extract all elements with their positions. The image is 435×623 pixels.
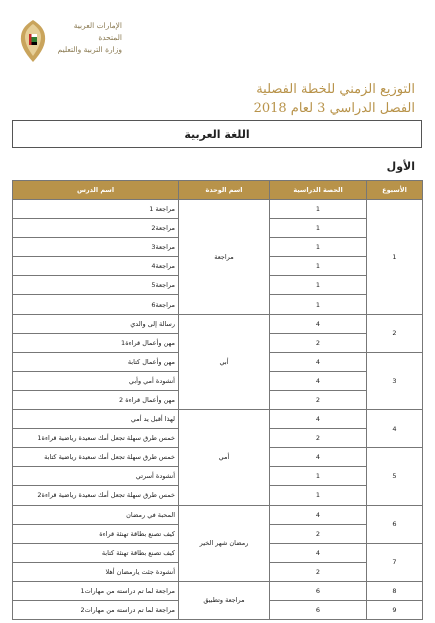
period-cell: 1	[270, 295, 367, 314]
table-row	[13, 200, 423, 219]
period-cell: 1	[270, 257, 367, 276]
period-cell: 4	[270, 371, 367, 390]
uae-emblem-logo	[18, 18, 48, 64]
table-row	[13, 581, 423, 600]
week-cell: 7	[367, 543, 423, 581]
lesson-cell: مراجعة2	[13, 219, 179, 238]
period-cell: 1	[270, 238, 367, 257]
lesson-cell: خمس طرق سهلة تجعل أمك سعيدة رياضية قراءة2	[13, 486, 179, 505]
table-header-row	[13, 181, 423, 200]
unit-cell: أبي	[179, 314, 270, 409]
lesson-cell: مهن وأعمال قراءة1	[13, 333, 179, 352]
lesson-cell: لهذا أقبل يد أمي	[13, 410, 179, 429]
column-header-week: الأسبوع	[367, 181, 423, 200]
period-cell: 1	[270, 219, 367, 238]
lesson-cell: مراجعة لما تم دراسته من مهارات2	[13, 600, 179, 619]
period-cell: 2	[270, 524, 367, 543]
section-label: الأول	[386, 160, 415, 173]
ministry-line-country: الإمارات العربية المتحدة	[73, 21, 122, 42]
period-cell: 2	[270, 390, 367, 409]
lesson-cell: مراجعة لما تم دراسته من مهارات1	[13, 581, 179, 600]
lesson-cell: كيف تصنع بطاقة تهنئة كتابة	[13, 543, 179, 562]
period-cell: 4	[270, 352, 367, 371]
week-cell: 2	[367, 314, 423, 352]
period-cell: 6	[270, 581, 367, 600]
lesson-cell: كيف تصنع بطاقة تهنئة قراءة	[13, 524, 179, 543]
table-row	[13, 314, 423, 333]
lesson-cell: مهن وأعمال كتابة	[13, 352, 179, 371]
lesson-cell: أنشودة أمي وأبي	[13, 371, 179, 390]
period-cell: 4	[270, 543, 367, 562]
plan-title: التوزيع الزمني للخطة الفصلية	[256, 82, 415, 97]
week-cell: 1	[367, 200, 423, 315]
period-cell: 4	[270, 448, 367, 467]
lesson-cell: المحبة في رمضان	[13, 505, 179, 524]
lesson-cell: خمس طرق سهلة تجعل أمك سعيدة رياضية كتابة	[13, 448, 179, 467]
plan-title-block	[254, 80, 415, 118]
period-cell: 1	[270, 467, 367, 486]
period-cell: 4	[270, 314, 367, 333]
lesson-cell: مراجعة3	[13, 238, 179, 257]
schedule-table	[12, 180, 423, 620]
unit-cell: مراجعة	[179, 200, 270, 315]
lesson-cell: أنشودة أسرتي	[13, 467, 179, 486]
lesson-cell: رسالة إلى والدي	[13, 314, 179, 333]
period-cell: 1	[270, 486, 367, 505]
period-cell: 2	[270, 429, 367, 448]
week-cell: 5	[367, 448, 423, 505]
plan-term: الفصل الدراسي 3 لعام 2018	[253, 101, 415, 116]
period-cell: 4	[270, 505, 367, 524]
ministry-name	[52, 20, 122, 56]
lesson-cell: مراجعة4	[13, 257, 179, 276]
period-cell: 2	[270, 333, 367, 352]
period-cell: 6	[270, 600, 367, 619]
table-row	[13, 505, 423, 524]
column-header-unit: اسم الوحدة	[179, 181, 270, 200]
column-header-period: الحصة الدراسية	[270, 181, 367, 200]
week-cell: 3	[367, 352, 423, 409]
lesson-cell: مهن وأعمال قراءة 2	[13, 390, 179, 409]
period-cell: 4	[270, 410, 367, 429]
unit-cell: رمضان شهر الخير	[179, 505, 270, 581]
week-cell: 4	[367, 410, 423, 448]
unit-cell: أمي	[179, 410, 270, 505]
week-cell: 8	[367, 581, 423, 600]
period-cell: 1	[270, 200, 367, 219]
unit-cell: مراجعة وتطبيق	[179, 581, 270, 619]
lesson-cell: مراجعة6	[13, 295, 179, 314]
period-cell: 1	[270, 276, 367, 295]
subject-box: اللغة العربية	[12, 120, 422, 148]
lesson-cell: مراجعة 1	[13, 200, 179, 219]
column-header-lesson: اسم الدرس	[13, 181, 179, 200]
table-row	[13, 410, 423, 429]
lesson-cell: مراجعة5	[13, 276, 179, 295]
period-cell: 2	[270, 562, 367, 581]
week-cell: 6	[367, 505, 423, 543]
lesson-cell: خمس طرق سهلة تجعل أمك سعيدة رياضية قراءة1	[13, 429, 179, 448]
week-cell: 9	[367, 600, 423, 619]
ministry-line-ministry: وزارة التربية والتعليم	[57, 45, 122, 54]
table-body	[13, 200, 423, 620]
lesson-cell: أنشودة جئت يارمضان أهلا	[13, 562, 179, 581]
